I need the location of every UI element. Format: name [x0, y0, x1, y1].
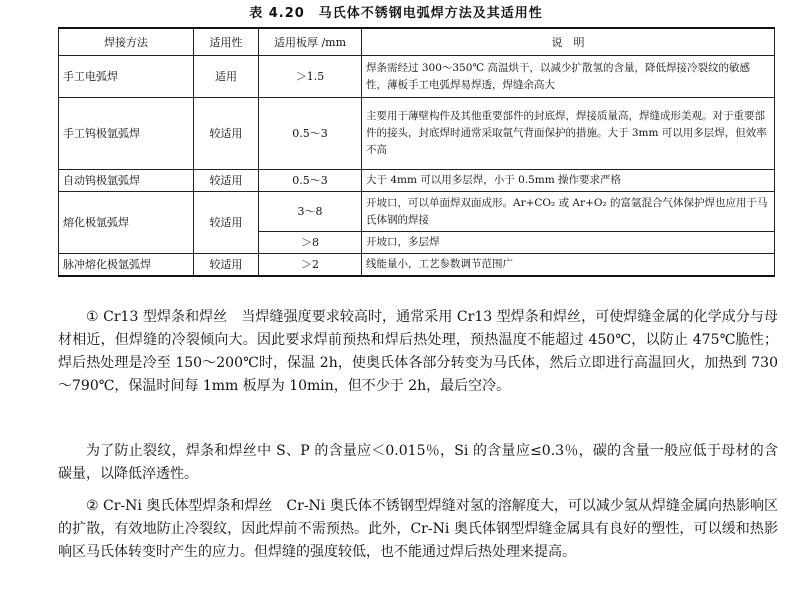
cell-thickness: ＞8 — [259, 232, 362, 254]
cell-suitability: 较适用 — [194, 192, 259, 254]
paragraph-cr13: ① Cr13 型焊条和焊丝 当焊缝强度要求较高时，通常采用 Cr13 型焊条和焊丝，可使焊缝金属的化学成分与母材相近，但焊缝的冷裂倾向大。因此要求焊前预热和焊后热处理，预热温度不能超过 450℃，以防止 475℃脆性；焊后热处理是冷至 150～200℃时，保温 2h，使奥氏体各部分转变为马氏体，然后立即进行高温回火，加热到 730～790℃，保温时间每 1mm 板厚为 10min，但不少于 2h，最后空冷。 — [58, 309, 778, 394]
cell-note: 大于 4mm 可以用多层焊，小于 0.5mm 操作要求严格 — [362, 170, 775, 192]
cell-note: 开坡口，多层焊 — [362, 232, 775, 254]
paragraph-cr-ni: ② Cr-Ni 奥氏体型焊条和焊丝 Cr-Ni 奥氏体不锈钢型焊缝对氢的溶解度大，可以减少氢从焊缝金属向热影响区的扩散，有效地防止冷裂纹，因此焊前不需预热。此外，Cr-Ni 奥氏体钢型焊缝金属具有良好的塑性，可以缓和热影响区马氏体转变时产生的应力。但焊缝的强度较低，也不能通过焊后热处理来提高。 — [58, 498, 778, 560]
header-thickness: 适用板厚 /mm — [259, 28, 362, 56]
table-row — [59, 98, 775, 170]
cell-thickness: ＞1.5 — [259, 56, 362, 98]
cell-thickness: 3～8 — [259, 192, 362, 232]
cell-thickness: 0.5～3 — [259, 98, 362, 170]
cell-thickness: 0.5～3 — [259, 170, 362, 192]
table-row — [59, 254, 775, 277]
header-method: 焊接方法 — [59, 28, 194, 56]
paragraph-impurities: 为了防止裂纹，焊条和焊丝中 S、P 的含量应＜0.015％，Si 的含量应≤0.3％，碳的含量一般应低于母材的含碳量，以降低淬透性。 — [58, 443, 778, 482]
table-header-row — [59, 28, 775, 56]
cell-suitability: 较适用 — [194, 170, 259, 192]
cell-method: 自动钨极氩弧焊 — [59, 170, 194, 192]
cell-method: 脉冲熔化极氩弧焊 — [59, 254, 194, 277]
cell-thickness: ＞2 — [259, 254, 362, 277]
table-row — [59, 56, 775, 98]
header-suitability: 适用性 — [194, 28, 259, 56]
cell-note: 开坡口，可以单面焊双面成形。Ar+CO₂ 或 Ar+O₂ 的富氩混合气体保护焊也应用于马氏体钢的焊接 — [362, 192, 775, 232]
cell-suitability: 适用 — [194, 56, 259, 98]
cell-suitability: 较适用 — [194, 98, 259, 170]
table-caption: 表 4.20 马氏体不锈钢电弧焊方法及其适用性 — [249, 6, 543, 21]
cell-note: 线能量小，工艺参数调节范围广 — [362, 254, 775, 277]
cell-method: 手工钨极氩弧焊 — [59, 98, 194, 170]
table-row — [59, 170, 775, 192]
welding-methods-table — [58, 27, 775, 277]
cell-suitability: 较适用 — [194, 254, 259, 277]
header-note: 说 明 — [362, 28, 775, 56]
cell-note: 焊条需经过 300～350℃ 高温烘干，以减少扩散氢的含量，降低焊接冷裂纹的敏感性，薄板手工电弧焊易焊透，焊缝余高大 — [362, 56, 775, 98]
table-row — [59, 192, 775, 232]
cell-method: 熔化极氩弧焊 — [59, 192, 194, 254]
cell-note: 主要用于薄壁构件及其他重要部件的封底焊，焊接质量高，焊缝成形美观。对于重要部件的接头，封底焊时通常采取氩气背面保护的措施。大于 3mm 可以用多层焊，但效率不高 — [362, 98, 775, 170]
cell-method: 手工电弧焊 — [59, 56, 194, 98]
